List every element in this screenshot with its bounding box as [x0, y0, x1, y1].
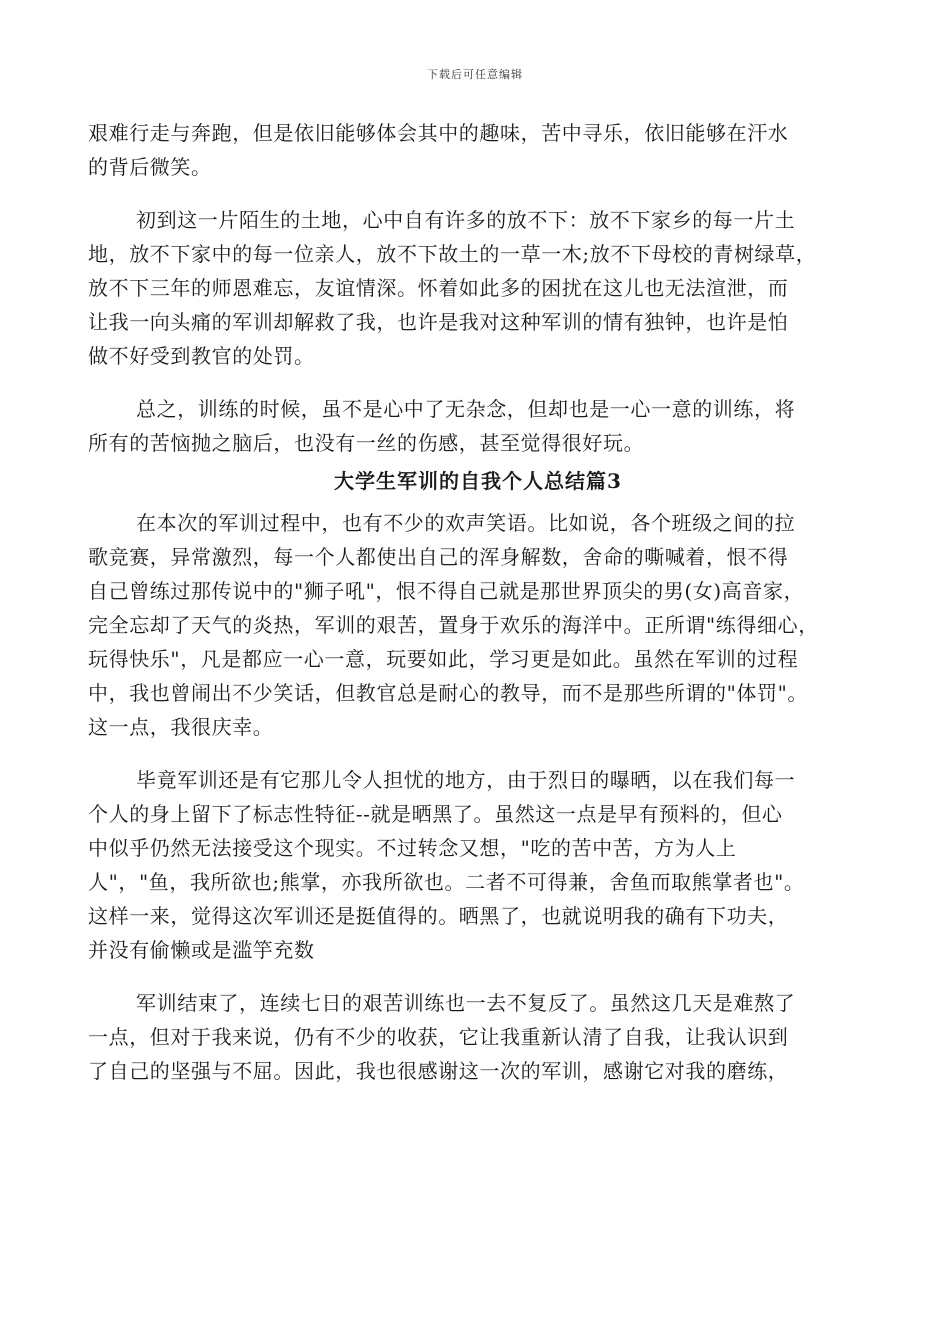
text-line: 玩得快乐"，凡是都应一心一意，玩要如此，学习更是如此。虽然在军训的过程	[88, 647, 799, 671]
text-line: 所有的苦恼抛之脑后，也没有一丝的伤感，甚至觉得很好玩。	[88, 431, 645, 455]
text-line: 军训结束了，连续七日的艰苦训练也一去不复反了。虽然这几天是难熬了	[136, 991, 796, 1015]
text-line: 让我一向头痛的军训却解救了我，也许是我对这种军训的情有独钟，也许是怕	[88, 310, 789, 334]
section-heading: 大学生军训的自我个人总结篇3	[334, 469, 622, 493]
text-line: 毕竟军训还是有它那儿令人担忧的地方，由于烈日的曝晒，以在我们每一	[136, 768, 796, 792]
text-line: 歌竞赛，异常激烈，每一个人都使出自己的浑身解数，舍命的嘶喊着，恨不得	[88, 545, 789, 569]
paragraph	[88, 392, 868, 460]
text-line: 艰难行走与奔跑，但是依旧能够体会其中的趣味，苦中寻乐，依旧能够在汗水	[88, 121, 789, 145]
text-line: 人"，"鱼，我所欲也;熊掌，亦我所欲也。二者不可得兼，舍鱼而取熊掌者也"。	[88, 870, 805, 894]
paragraph	[88, 506, 868, 744]
text-line: 这样一来，觉得这次军训还是挺值得的。晒黑了，也就说明我的确有下功夫，	[88, 904, 789, 928]
document-body	[88, 116, 868, 1088]
text-line: 完全忘却了天气的炎热，军训的艰苦，置身于欢乐的海洋中。正所谓"练得细心，	[88, 613, 819, 637]
text-line: 了自己的坚强与不屈。因此，我也很感谢这一次的军训，感谢它对我的磨练，	[88, 1059, 789, 1083]
page-header-note: 下载后可任意编辑	[427, 68, 523, 81]
text-line: 初到这一片陌生的土地，心中自有许多的放不下：放不下家乡的每一片土	[136, 208, 796, 232]
text-line: 这一点，我很庆幸。	[88, 715, 274, 739]
paragraph	[88, 763, 868, 967]
text-line: 并没有偷懒或是滥竽充数	[88, 938, 315, 962]
text-line: 一点，但对于我来说，仍有不少的收获，它让我重新认清了自我，让我认识到	[88, 1025, 789, 1049]
text-line: 地，放不下家中的每一位亲人，放不下故土的一草一木;放不下母校的青树绿草，	[88, 242, 817, 266]
text-line: 在本次的军训过程中，也有不少的欢声笑语。比如说，各个班级之间的拉	[136, 511, 796, 535]
paragraph	[88, 986, 868, 1088]
text-line: 总之，训练的时候，虽不是心中了无杂念，但却也是一心一意的训练，将	[136, 397, 796, 421]
paragraph-continuation	[88, 116, 868, 184]
text-line: 中似乎仍然无法接受这个现实。不过转念又想，"吃的苦中苦，方为人上	[88, 836, 737, 860]
text-line: 做不好受到教官的处罚。	[88, 344, 315, 368]
text-line: 自己曾练过那传说中的"狮子吼"，恨不得自己就是那世界顶尖的男(女)高音家，	[88, 579, 805, 603]
text-line: 个人的身上留下了标志性特征--就是晒黑了。虽然这一点是早有预料的，但心	[88, 802, 783, 826]
text-line: 中，我也曾闹出不少笑话，但教官总是耐心的教导，而不是那些所谓的"体罚"。	[88, 681, 808, 705]
text-line: 的背后微笑。	[88, 155, 212, 179]
text-line: 放不下三年的师恩难忘，友谊情深。怀着如此多的困扰在这儿也无法渲泄，而	[88, 276, 789, 300]
paragraph	[88, 203, 868, 373]
